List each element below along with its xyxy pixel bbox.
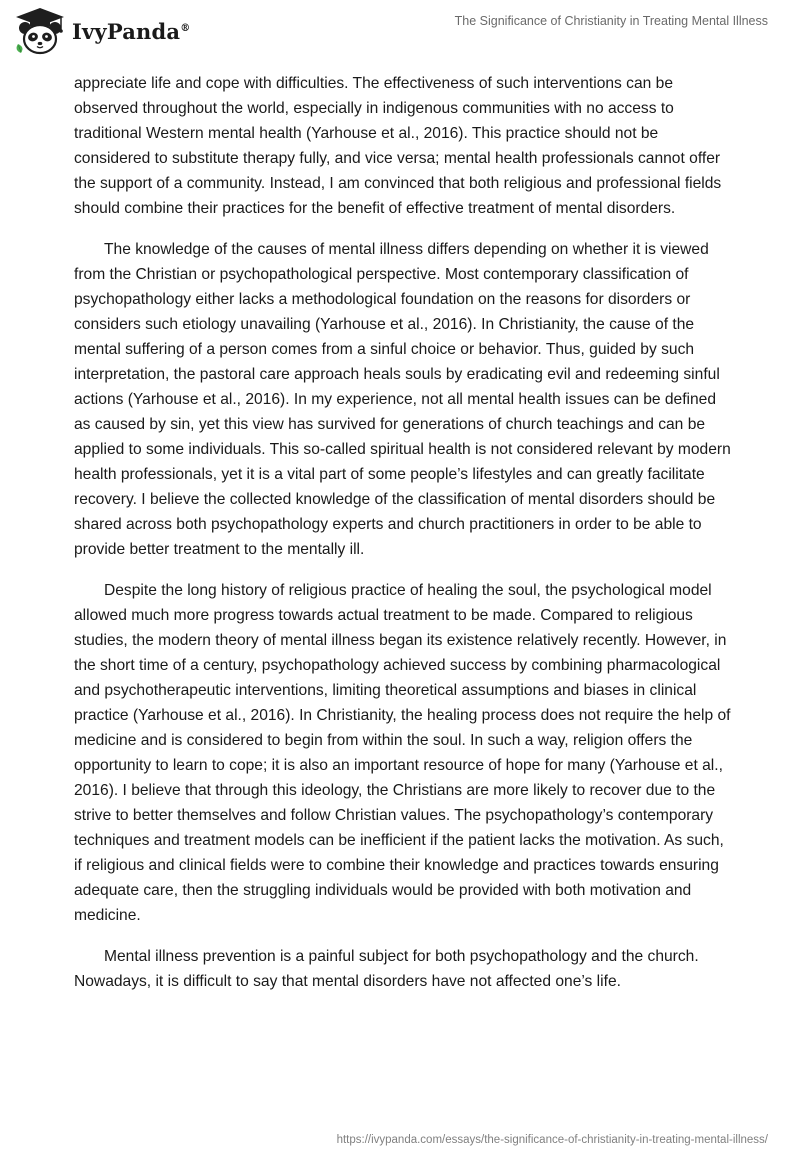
source-url[interactable]: https://ivypanda.com/essays/the-significance-of-christianity-in-treating-mental-illness/ <box>336 1134 768 1146</box>
document-title: The Significance of Christianity in Treating Mental Illness <box>454 14 768 28</box>
paragraph-3: Despite the long history of religious practice of healing the soul, the psychological model allowed much more progress towards actual treatment to be made. Compared to religious studies, the modern theory of mental illness began its existence relatively recently. However, in the short time of a century, psychopathology achieved success by combining pharmacological and psychotherapeutic interventions, limiting theoretical assumptions and biases in clinical practice (Yarhouse et al., 2016). In Christianity, the healing process does not require the help of medicine and is considered to begin from within the soul. In such a way, religion offers the opportunity to learn to cope; it is also an important resource of hope for many (Yarhouse et al., 2016). I believe that through this ideology, the Christians are more likely to recover due to the strive to better themselves and follow Christian values. The psychopathology’s contemporary techniques and treatment models can be inefficient if the patient lacks the motivation. As such, if religious and clinical fields were to combine their knowledge and practices towards ensuring adequate care, then the struggling individuals would be provided with both motivation and medicine. <box>74 582 731 924</box>
page-header <box>0 0 800 62</box>
paragraph-4: Mental illness prevention is a painful subject for both psychopathology and the church. Nowadays, it is difficult to say that mental disorders have not affected one’s life. <box>74 948 699 990</box>
registered-mark: ® <box>180 22 191 34</box>
essay-body <box>74 71 734 1010</box>
paragraph-2: The knowledge of the causes of mental illness differs depending on whether it is viewed from the Christian or psychopathological perspective. Most contemporary classification of psychopathology either lacks a methodological foundation on the reasons for disorders or considers such etiology unavailing (Yarhouse et al., 2016). In Christianity, the cause of the mental suffering of a person comes from a sinful choice or behavior. Thus, guided by such interpretation, the pastoral care approach heals souls by eradicating evil and redeeming sinful actions (Yarhouse et al., 2016). In my experience, not all mental health issues can be defined as caused by sin, yet this view has survived for generations of church teachings and can be applied to some individuals. This so-called spiritual health is not considered relevant by modern health professionals, yet it is a vital part of some people’s lifestyles and can greatly facilitate recovery. I believe the collected knowledge of the classification of mental disorders should be shared across both psychopathology experts and church practitioners in order to be able to provide better treatment to the mentally ill. <box>74 241 731 558</box>
logo-text: IvyPanda <box>72 18 181 44</box>
paragraph-1: appreciate life and cope with difficulties. The effectiveness of such interventions can be observed throughout the world, especially in indigenous communities with no access to traditional Western mental health (Yarhouse et al., 2016). This practice should not be considered to substitute therapy fully, and vice versa; mental health professionals cannot offer the support of a community. Instead, I am convinced that both religious and professional fields should combine their practices for the benefit of effective treatment of mental disorders. <box>74 75 722 217</box>
ivypanda-logo[interactable] <box>12 6 190 56</box>
logo-wordmark <box>72 19 190 44</box>
panda-graduate-icon <box>12 6 68 56</box>
